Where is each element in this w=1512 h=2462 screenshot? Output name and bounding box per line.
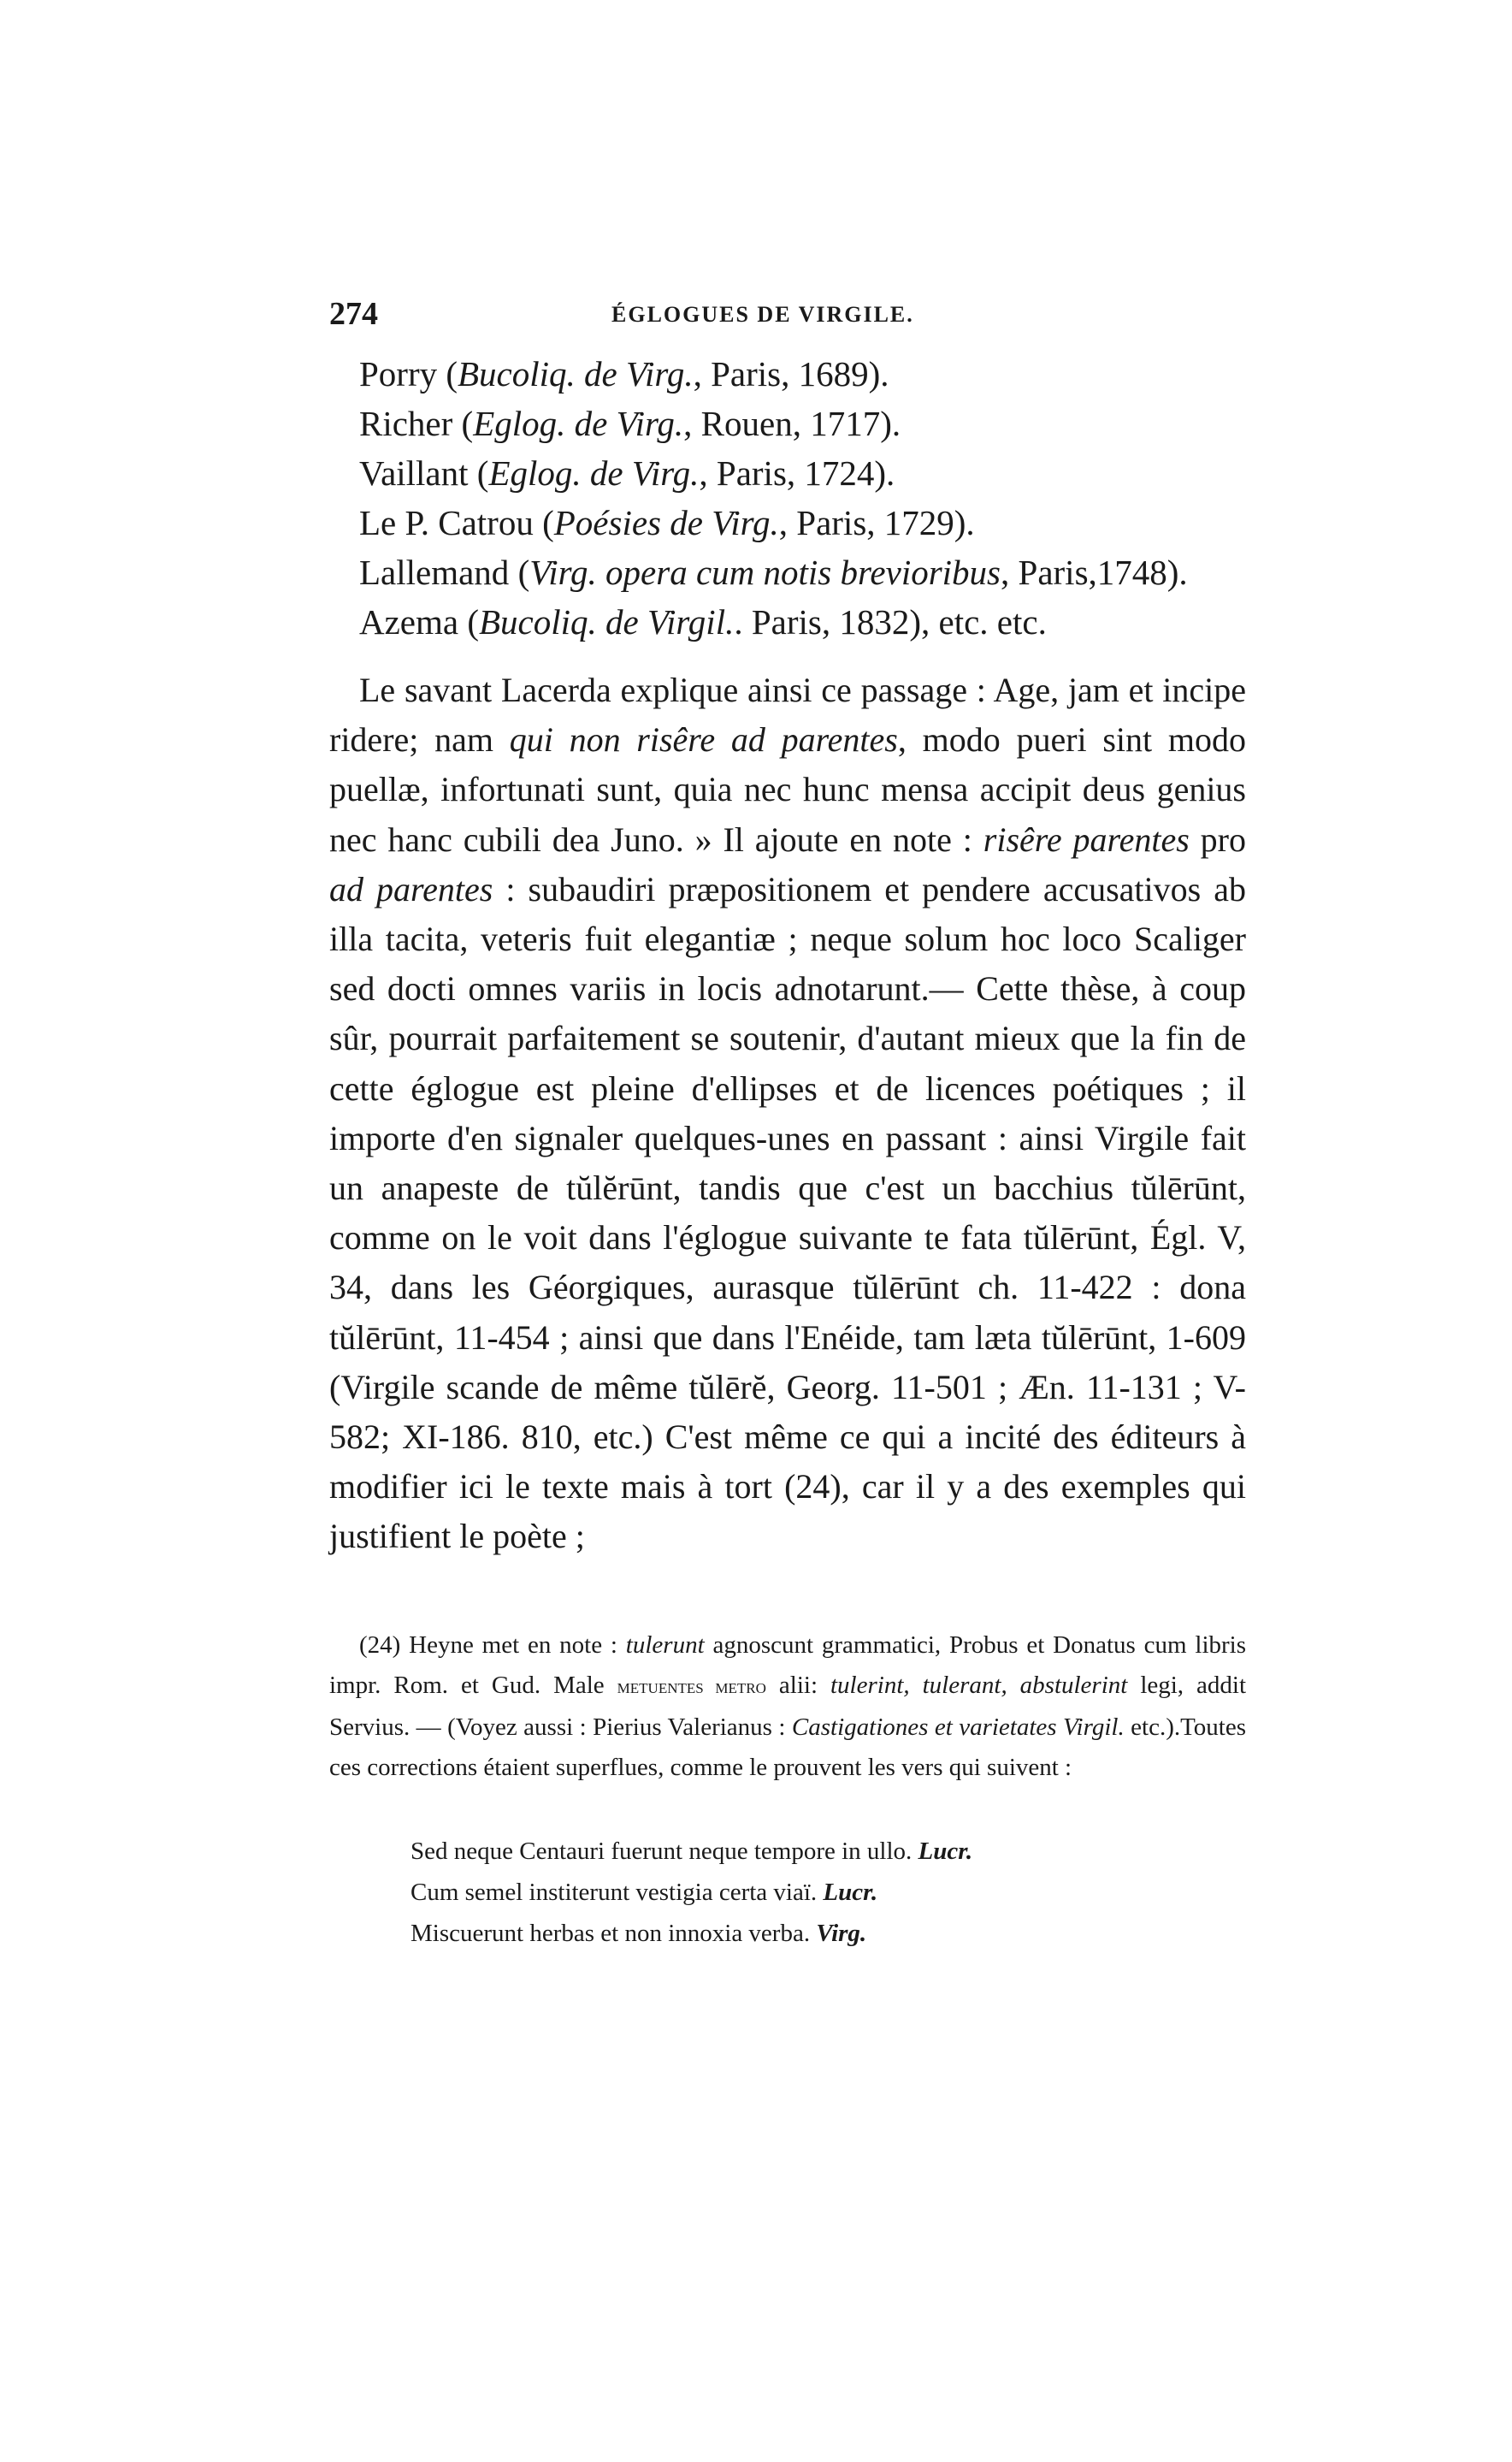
verse-quotations: [410, 1831, 1180, 1954]
verse-line: Cum semel institerunt vestigia certa viaï. Lucr.: [410, 1879, 878, 1906]
footnote: [329, 1625, 1246, 1788]
page-header: [329, 295, 945, 338]
verse-source: Lucr.: [918, 1838, 973, 1865]
body-paragraph: Le savant Lacerda explique ainsi ce passage : Age, jam et incipe ridere; nam qui non risêre ad parentes, modo pueri sint modo puellæ, infortunati sunt, quia nec hunc mensa accipit deus genius nec hanc cubili dea Juno. » Il ajoute en note : risêre parentes pro ad parentes : subaudiri præpositionem et pendere accusativos ab illa tacita, veteris fuit elegantiæ ; neque solum hoc loco Scaliger sed docti omnes variis in locis adnotarunt.— Cette thèse, à coup sûr, pourrait parfaitement se soutenir, d'autant mieux que la fin de cette églogue est pleine d'ellipses et de licences poétiques ; il importe d'en signaler quelques-unes en passant : ainsi Virgile fait un anapeste de tŭlĕrūnt, tandis que c'est un bacchius tŭlērūnt, comme on le voit dans l'églogue suivante te fata tŭlērūnt, Égl. V, 34, dans les Géorgiques, aurasque tŭlērūnt ch. 11-422 : dona tŭlērūnt, 11-454 ; ainsi que dans l'Enéide, tam læta tŭlērūnt, 1-609 (Virgile scande de même tŭlērĕ, Georg. 11-501 ; Æn. 11-131 ; V-582; XI-186. 810, etc.) C'est même ce qui a incité des éditeurs à modifier ici le texte mais à tort (24), car il y a des exemples qui justifient le poète ;: [329, 671, 1247, 1556]
bibliography-entry: Porry (Bucoliq. de Virg., Paris, 1689).: [359, 354, 889, 394]
verse-source: Lucr.: [823, 1879, 878, 1906]
bibliography-entry: Vaillant (Eglog. de Virg., Paris, 1724).: [359, 453, 895, 493]
footnote-text: (24) Heyne met en note : tulerunt agnoscunt grammatici, Probus et Donatus cum libris impr. Rom. et Gud. Male metuentes metro alii: tulerint, tulerant, abstulerint legi, addit Servius. — (Voyez aussi : Pierius Valerianus : Castigationes et varietates Virgil. etc.).Toutes ces corrections étaient superflues, comme le prouvent les vers qui suivent :: [329, 1631, 1247, 1781]
bibliography-entry: Azema (Bucoliq. de Virgil.. Paris, 1832), etc. etc.: [359, 602, 1047, 642]
bibliography-list: [359, 349, 1300, 647]
page-number: 274: [329, 296, 378, 332]
bibliography-entry: Lallemand (Virg. opera cum notis brevioribus, Paris,1748).: [359, 553, 1188, 592]
running-title: ÉGLOGUES DE VIRGILE.: [611, 302, 914, 327]
verse-source: Virg.: [816, 1920, 867, 1947]
bibliography-entry: Le P. Catrou (Poésies de Virg., Paris, 1729).: [359, 503, 975, 542]
bibliography-entry: Richer (Eglog. de Virg., Rouen, 1717).: [359, 404, 901, 443]
main-text: [329, 666, 1246, 1562]
verse-line: Sed neque Centauri fuerunt neque tempore in ullo. Lucr.: [410, 1838, 973, 1865]
verse-line: Miscuerunt herbas et non innoxia verba. Virg.: [410, 1920, 867, 1947]
